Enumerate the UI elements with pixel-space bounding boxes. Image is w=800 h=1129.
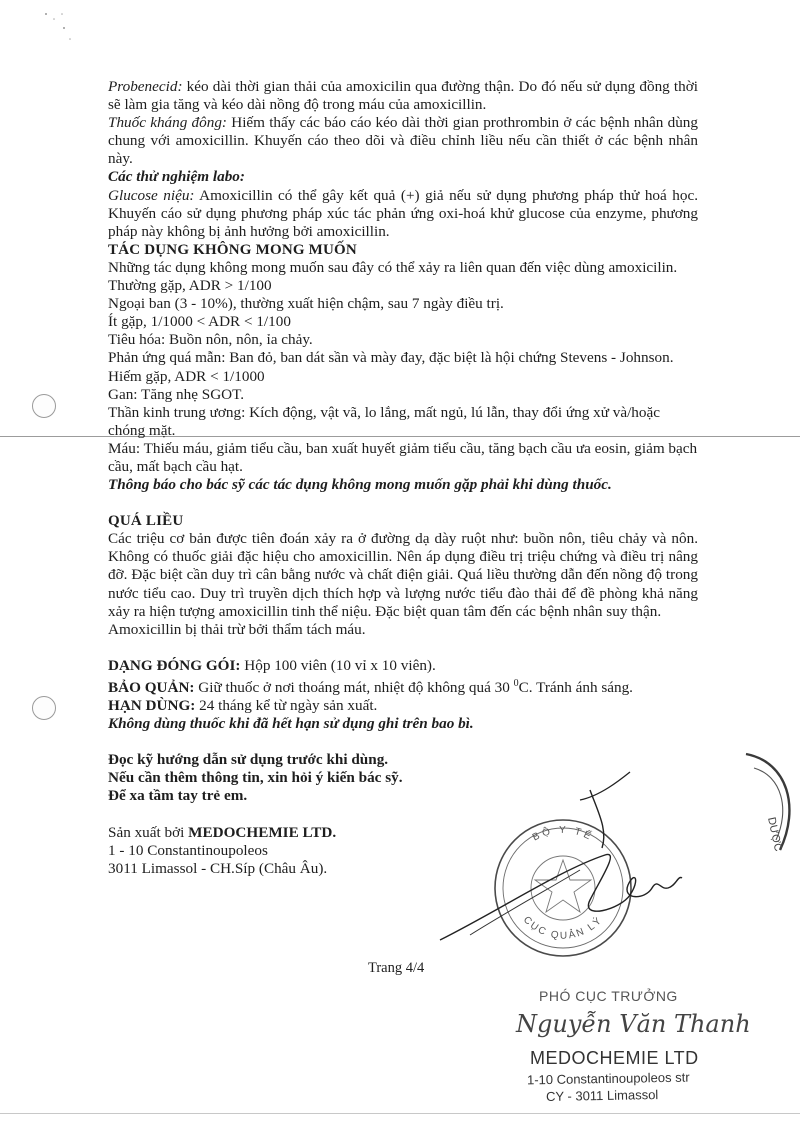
handwritten-signature (430, 760, 700, 950)
manufacturer-address-1: 1 - 10 Constantinoupoleos (108, 841, 268, 859)
adverse-notice: Thông báo cho bác sỹ các tác dụng không mong muốn gặp phải khi dùng thuốc. (108, 476, 612, 494)
overdose-dialysis: Amoxicillin bị thải trừ bởi thẩm tách máu. (108, 620, 366, 638)
stamp-title: PHÓ CỤC TRƯỞNG (539, 988, 678, 1004)
adverse-line-hypersensitivity: Phản ứng quá mẫn: Ban đỏ, ban dát sần và mày đay, đặc biệt là hội chứng Stevens - Johnson. (108, 349, 674, 367)
expiry-value: 24 tháng kể từ ngày sản xuất. (195, 697, 378, 715)
packaging-line (108, 657, 698, 675)
expiry-label: HẠN DÙNG: (108, 697, 196, 715)
advice-keep-away-children: Để xa tầm tay trẻ em. (108, 787, 248, 805)
glucose-term: Glucose niệu: (108, 186, 195, 204)
storage-degree: 0 (513, 677, 519, 689)
stamp-address-2: CY - 3011 Limassol (545, 1087, 659, 1104)
adverse-line-rare: Hiếm gặp, ADR < 1/1000 (108, 367, 265, 385)
punch-hole-upper (32, 394, 56, 418)
punch-hole-lower (32, 696, 56, 720)
manufacturer-name: MEDOCHEMIE LTD. (188, 823, 337, 841)
edge-stamp-text: DƯỢC (765, 816, 785, 853)
scan-specks (40, 10, 90, 50)
spacer (108, 733, 698, 751)
anticoagulant-paragraph (108, 114, 698, 168)
spacer (108, 639, 698, 657)
scan-bottom-line (0, 1113, 800, 1114)
stamp-company: MEDOCHEMIE LTD (530, 1048, 699, 1068)
packaging-label: DẠNG ĐÓNG GÓI: (108, 656, 241, 674)
storage-value: Giữ thuốc ở nơi thoáng mát, nhiệt độ không quá 30 (194, 678, 514, 696)
lab-tests-heading: Các thử nghiệm labo: (108, 168, 245, 186)
page-number: Trang 4/4 (368, 960, 425, 976)
glucose-text: Amoxicillin có thể gây kết quả (+) giả nếu sử dụng phương pháp thử hoá học. Khuyến cáo sử dụng phương pháp xúc tác phản ứng oxi-hoá khử glucose của enzyme, phương pháp này không bị ảnh hưởng bởi amoxicillin. (108, 186, 698, 240)
advice-read-instructions: Đọc kỹ hướng dẫn sử dụng trước khi dùng. (108, 751, 389, 769)
adverse-line-liver: Gan: Tăng nhẹ SGOT. (108, 385, 245, 403)
overdose-heading: QUÁ LIỀU (108, 513, 184, 530)
advice-ask-doctor: Nếu cần thêm thông tin, xin hỏi ý kiến bác sỹ. (108, 769, 403, 787)
storage-value-end: C. Tránh ánh sáng. (518, 678, 633, 696)
anticoagulant-term: Thuốc kháng đông: (108, 114, 227, 132)
adverse-line-cns: Thần kinh trung ương: Kích động, vật vã, lo lắng, mất ngủ, lú lẫn, thay đổi ứng xử và/hoặc chóng mặt. (108, 403, 660, 439)
adverse-effects-heading: TÁC DỤNG KHÔNG MONG MUỐN (108, 241, 357, 258)
manufacturer-address-2: 3011 Limassol - CH.Síp (Châu Âu). (108, 859, 328, 877)
anticoagulant-text: Hiếm thấy các báo cáo kéo dài thời gian prothrombin ở các bệnh nhân dùng chung với amoxicillin. Khuyến cáo theo dõi và điều chỉnh liều nếu cần thiết ở các bệnh nhân này. (108, 114, 698, 168)
storage-line (108, 675, 698, 697)
adverse-line-rash: Ngoại ban (3 - 10%), thường xuất hiện chậm, sau 7 ngày điều trị. (108, 295, 504, 313)
adverse-line-uncommon: Ít gặp, 1/1000 < ADR < 1/100 (108, 313, 291, 331)
overdose-paragraph: Các triệu cơ bản được tiên đoán xảy ra ở đường dạ dày ruột như: buồn nôn, tiêu chảy và nôn. Không có thuốc giải đặc hiệu cho amoxicillin. Nên áp dụng điều trị triệu chứng và điều trị nâng đỡ. Đặc biệt cần duy trì cân bằng nước và chất điện giải. Quá liều thường dẫn đến nồng độ trong nước tiểu cao. Duy trì truyền dịch thích hợp và lượng nước tiểu đào thải để đề phòng khả năng xảy ra hiện tượng amoxicillin tinh thể niệu. Đặc biệt quan tâm đến các bệnh nhân suy thận. (108, 530, 698, 620)
expiry-warning: Không dùng thuốc khi đã hết hạn sử dụng ghi trên bao bì. (108, 715, 474, 733)
spacer (108, 494, 698, 512)
seal-bottom-text: CỤC QUẢN LÝ (520, 914, 606, 942)
adverse-line-intro: Những tác dụng không mong muốn sau đây có thể xảy ra liên quan đến việc dùng amoxicilin. (108, 258, 678, 276)
expiry-line (108, 697, 698, 715)
probenecid-paragraph (108, 78, 698, 114)
adverse-line-digestive: Tiêu hóa: Buồn nôn, nôn, ỉa chảy. (108, 331, 313, 349)
stamp-signer-name: Nguyễn Văn Thanh (516, 1010, 751, 1038)
adverse-line-common: Thường gặp, ADR > 1/100 (108, 277, 272, 295)
probenecid-term: Probenecid: (108, 78, 183, 95)
partial-edge-stamp (728, 748, 800, 860)
document-body (108, 78, 698, 878)
seal-top-text: BỘ Y TẾ (530, 824, 596, 844)
manufacturer-prefix: Sản xuất bởi (108, 823, 189, 841)
glucose-paragraph (108, 187, 698, 241)
packaging-value: Hộp 100 viên (10 vỉ x 10 viên). (240, 656, 436, 674)
adverse-line-blood: Máu: Thiếu máu, giảm tiểu cầu, ban xuất huyết giảm tiểu cầu, tăng bạch cầu ưa eosin, giảm bạch cầu, mất bạch cầu hạt. (108, 439, 698, 475)
stamp-address-1: 1-10 Constantinoupoleos str (526, 1069, 690, 1088)
probenecid-text: kéo dài thời gian thải của amoxicilin qua đường thận. Do đó nếu sử dụng đồng thời sẽ làm gia tăng và kéo dài nồng độ trong máu của amoxicillin. (108, 78, 698, 114)
storage-label: BẢO QUẢN: (108, 678, 195, 696)
